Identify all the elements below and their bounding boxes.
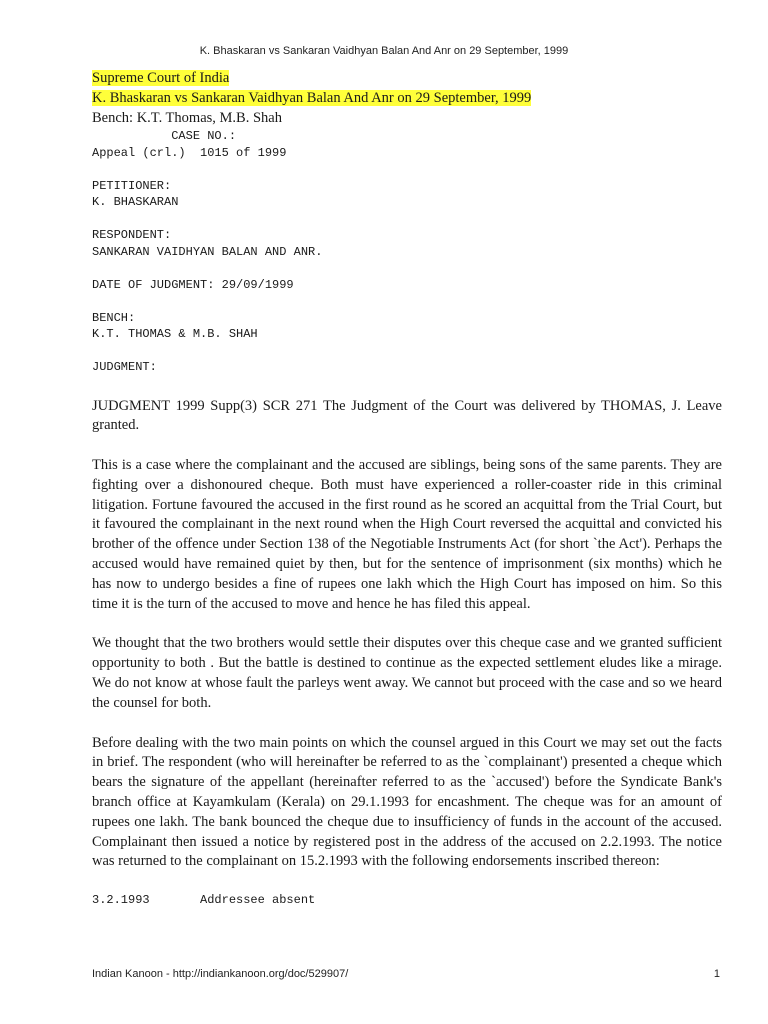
paragraph: We thought that the two brothers would settle their disputes over this cheque case and we granted sufficient opportunity to both . But the battle is destined to continue as the expected settlement eludes like a mirage. We do not know at whose fault the parleys went away. We cannot but proceed with the case and so we heard the counsel for both.	[92, 635, 722, 711]
paragraph: This is a case where the complainant and the accused are siblings, being sons of the same parents. They are fighting over a dishonoured cheque. Both must have experienced a roller-coaster ride in this criminal litigation. Fortune favoured the accused in the first round as he scored an acquittal from the Trial Court, but it favoured the complainant in the next round when the High Court reversed the acquittal and convicted his brother of the offence under Section 138 of the Negotiable Instruments Act (for short `the Act'). Perhaps the accused would have remained quiet by then, but for the sentence of imprisonment (six months) which he has now to undergo besides a fine of rupees one lakh which the High Court has imposed on him. So this time it is the turn of the accused to move and hence he has filed this appeal.	[92, 457, 722, 612]
date-of-judgment: DATE OF JUDGMENT: 29/09/1999	[92, 277, 294, 292]
court-name	[92, 68, 722, 88]
petitioner-value: K. BHASKARAN	[92, 195, 179, 209]
page-number: 1	[713, 968, 720, 980]
respondent-value: SANKARAN VAIDHYAN BALAN AND ANR.	[92, 244, 323, 259]
footer-source-link[interactable]: Indian Kanoon - http://indiankanoon.org/doc/529907/	[92, 968, 349, 980]
paragraph: JUDGMENT 1999 Supp(3) SCR 271 The Judgment of the Court was delivered by THOMAS, J. Leave granted.	[92, 397, 722, 434]
bench-value: K.T. THOMAS & M.B. SHAH	[92, 327, 258, 341]
endorsement-line: 3.2.1993 Addressee absent	[92, 893, 316, 908]
bench-line: Bench: K.T. Thomas, M.B. Shah	[92, 110, 282, 126]
case-no-value: Appeal (crl.) 1015 of 1999	[92, 145, 287, 160]
petitioner-label: PETITIONER:	[92, 178, 172, 193]
paragraph: Before dealing with the two main points on which the counsel argued in this Court we may set out the facts in brief. The respondent (who will hereinafter be referred to as the `complainant') presented a cheque which bears the signature of the appellant (hereinafter referred to as the `accused') before the Syndicate Bank's branch office at Kayamkulam (Kerala) on 29.1.1993 for encashment. The cheque was for an amount of rupees one lakh. The bank bounced the cheque due to insufficiency of funds in the account of the accused. Complainant then issued a notice by registered post in the address of the accused on 2.2.1993. The notice was returned to the complainant on 15.2.1993 with the following endorsements inscribed thereon:	[92, 734, 722, 870]
running-header: K. Bhaskaran vs Sankaran Vaidhyan Balan And Anr on 29 September, 1999	[199, 45, 569, 57]
document-title	[92, 88, 722, 108]
court-name-highlight: Supreme Court of India	[92, 70, 230, 86]
respondent-label: RESPONDENT:	[92, 228, 172, 242]
document-title-highlight: K. Bhaskaran vs Sankaran Vaidhyan Balan And Anr on 29 September, 1999	[92, 90, 532, 106]
bench-label: BENCH:	[92, 310, 136, 325]
judgment-label: JUDGMENT:	[92, 360, 157, 374]
document-body	[92, 68, 722, 909]
case-no-label: CASE NO.:	[92, 129, 237, 143]
